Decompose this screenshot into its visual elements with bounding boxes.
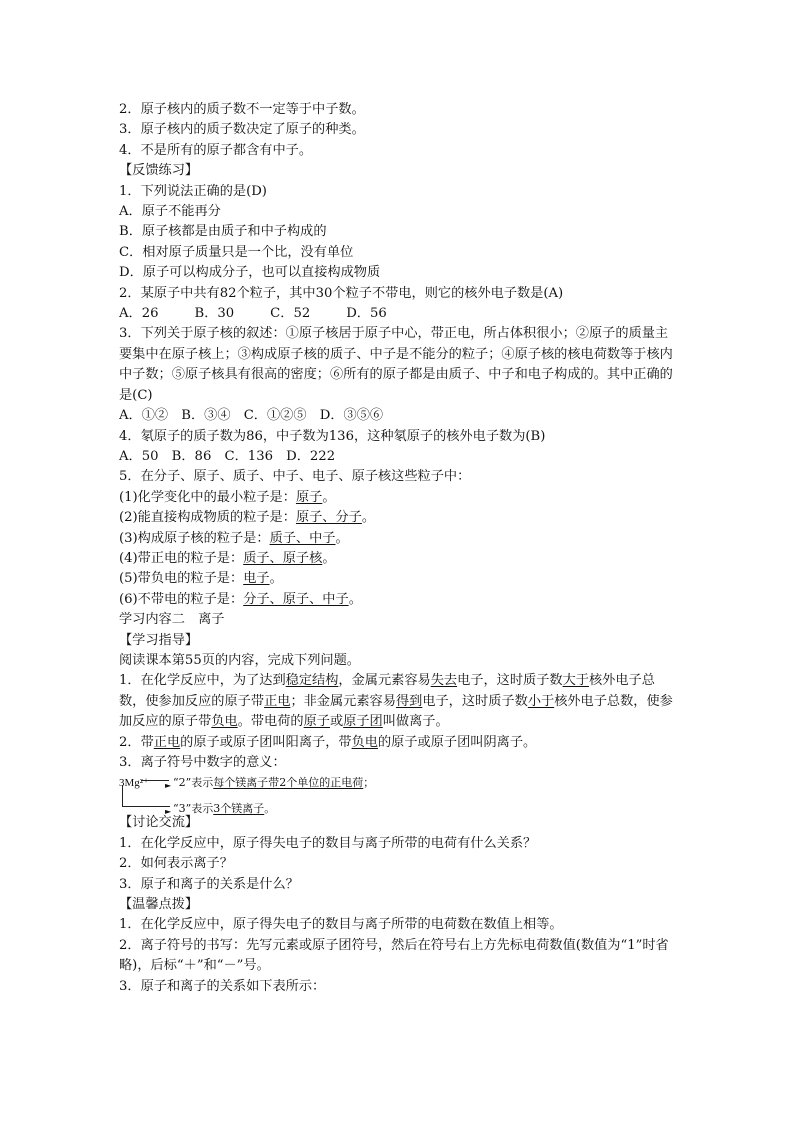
g2-text: 的原子或原子团叫阴离子。 <box>377 734 537 750</box>
guide-intro: 阅读课本第55页的内容，完成下列问题。 <box>119 652 360 668</box>
tips-item: 2．离子符号的书写：先写元素或原子团符号，然后在符号右上方先标电荷数值(数值为“1”时省略)，后标“＋”和“－”号。 <box>119 937 669 974</box>
g2-answer: 负电 <box>351 734 378 750</box>
q5-suffix: 。 <box>348 591 362 607</box>
g1-answer: 正电 <box>264 693 291 709</box>
guide-item-1 <box>119 671 679 732</box>
q5-prefix: (3)构成原子核的粒子是： <box>119 530 270 546</box>
option-a: A．原子不能再分 <box>119 204 221 220</box>
q5-prefix: (6)不带电的粒子是： <box>119 591 244 607</box>
q5-suffix: 。 <box>361 510 376 526</box>
meaning-prefix: “3”表示 <box>173 802 214 816</box>
g1-answer: 得到 <box>395 693 423 709</box>
ion-symbol-diagram <box>119 773 679 817</box>
tips-item: 3．原子和离子的关系如下表所示： <box>119 978 326 994</box>
q5-prefix: (1)化学变化中的最小粒子是： <box>119 489 296 505</box>
q5-prefix: (4)带正电的粒子是： <box>119 550 244 566</box>
text-line: 2．原子核内的质子数不一定等于中子数。 <box>119 102 365 117</box>
option: C．52 <box>270 306 311 322</box>
q5-item <box>119 508 679 528</box>
g1-text: 。带电荷的 <box>237 714 304 730</box>
q5-item <box>119 488 679 508</box>
tips-item: 1．在化学反应中，原子得失电子的数目与离子所带的电荷数在数值上相等。 <box>119 917 563 933</box>
option: A．26 <box>119 306 159 322</box>
q5-suffix: 。 <box>335 530 349 546</box>
g1-text: 电子，这时质子数 <box>457 673 563 689</box>
guide-heading: 【学习指导】 <box>119 632 199 648</box>
q5-answer: 分子、原子、中子 <box>243 591 349 607</box>
text-line: 4．不是所有的原子都含有中子。 <box>119 142 313 158</box>
g2-text: 的原子或原子团叫阳离子，带 <box>180 734 352 750</box>
meaning-2 <box>173 773 374 793</box>
document-content <box>119 100 679 997</box>
meaning-answer: 3个镁离子 <box>213 802 265 816</box>
option-d: D．原子可以构成分子，也可以直接构成物质 <box>119 265 381 281</box>
g2-text: 2．带 <box>119 734 154 750</box>
q5-item <box>119 549 679 569</box>
discuss-item: 3．原子和离子的关系是什么？ <box>119 876 299 892</box>
question-5: 5．在分子、原子、质子、中子、电子、原子核这些粒子中： <box>119 469 471 485</box>
section-2-title: 学习内容二 离子 <box>119 612 225 628</box>
g2-answer: 正电 <box>153 734 181 750</box>
q5-item <box>119 529 679 549</box>
q5-prefix: (5)带负电的粒子是： <box>119 571 244 587</box>
g1-answer: 大于 <box>562 673 589 689</box>
q5-answer: 原子、分子 <box>295 510 362 526</box>
arrow-right-icon: ► <box>165 781 172 791</box>
q5-answer: 原子 <box>295 489 323 505</box>
meaning-suffix: ； <box>363 776 375 790</box>
q5-item <box>119 569 679 589</box>
option: B．30 <box>194 306 235 322</box>
arrow-line <box>122 806 170 807</box>
g1-text: 1．在化学反应中，为了达到 <box>119 673 286 689</box>
meaning-suffix: 。 <box>264 802 276 816</box>
q5-answer: 质子、原子核 <box>243 550 323 566</box>
option: D．56 <box>346 306 387 322</box>
g1-text: 核外电子总数，使参加反应的原子带 <box>119 693 673 730</box>
g1-answer: 稳定结构 <box>285 673 339 689</box>
meaning-answer: 每个镁离子带2个单位的正电荷 <box>213 776 364 790</box>
meaning-prefix: “2”表示 <box>173 776 214 790</box>
ion-formula: 3Mg²⁺ <box>119 777 149 790</box>
question-2-options <box>119 304 679 324</box>
guide-item-3: 3．离子符号中数字的意义： <box>119 755 286 770</box>
discuss-item: 1．在化学反应中，原子得失电子的数目与离子所带的电荷有什么关系？ <box>119 835 537 851</box>
question-2: 2．某原子中共有82个粒子，其中30个粒子不带电，则它的核外电子数是(A) <box>119 285 564 301</box>
option-b: B．原子核都是由质子和中子构成的 <box>119 224 327 240</box>
g1-answer: 小于 <box>527 693 555 709</box>
feedback-heading: 【反馈练习】 <box>119 163 199 179</box>
meaning-3 <box>173 799 275 819</box>
text-line: 3．原子核内的质子数决定了原子的种类。 <box>119 122 365 138</box>
q5-suffix: 。 <box>269 571 283 587</box>
q5-suffix: 。 <box>322 550 336 566</box>
question-4: 4．氡原子的质子数为86，中子数为136，这种氡原子的核外电子数为(B) <box>119 428 546 444</box>
question-4-options: A．50 B．86 C．136 D．222 <box>119 448 336 464</box>
g1-answer: 原子 <box>303 714 330 730</box>
question-3-options: A．①② B．③④ C．①②⑤ D．③⑤⑥ <box>119 408 384 424</box>
g1-text: ，金属元素容易 <box>338 673 431 689</box>
g1-text: ；非金属元素容易 <box>290 693 396 709</box>
question-3: 3．下列关于原子核的叙述：①原子核居于原子中心，带正电，所占体积很小；②原子的质量主要集中在原子核上；③构成原子核的质子、中子是不能分的粒子；④原子核的核电荷数等于核内中子数；⑤原子核具有很高的密度；⑥所有的原子都是由质子、中子和电子构成的。其中正确的是(C) <box>119 326 673 403</box>
g1-answer: 失去 <box>430 673 458 689</box>
q5-answer: 质子、中子 <box>269 530 336 546</box>
q5-prefix: (2)能直接构成物质的粒子是： <box>119 510 296 526</box>
discuss-heading: 【讨论交流】 <box>119 815 199 831</box>
g1-text: 或 <box>330 714 344 730</box>
bracket-line <box>122 785 123 807</box>
g1-answer: 原子团 <box>343 714 383 730</box>
q5-item <box>119 590 679 610</box>
q5-answer: 电子 <box>243 571 270 587</box>
option-c: C．相对原子质量只是一个比，没有单位 <box>119 244 354 260</box>
g1-answer: 负电 <box>211 714 238 730</box>
g1-text: 核外电子总数，使参加反应的原子带 <box>119 673 655 709</box>
g1-text: 叫做离子。 <box>382 714 449 730</box>
guide-item-2 <box>119 733 679 753</box>
discuss-item: 2．如何表示离子？ <box>119 856 233 872</box>
question-1: 1．下列说法正确的是(D) <box>119 183 267 199</box>
q5-suffix: 。 <box>322 489 336 505</box>
tips-heading: 【温馨点拨】 <box>119 897 199 913</box>
arrow-right-icon: ► <box>165 807 172 817</box>
g1-text: 电子，这时质子数 <box>422 693 528 709</box>
